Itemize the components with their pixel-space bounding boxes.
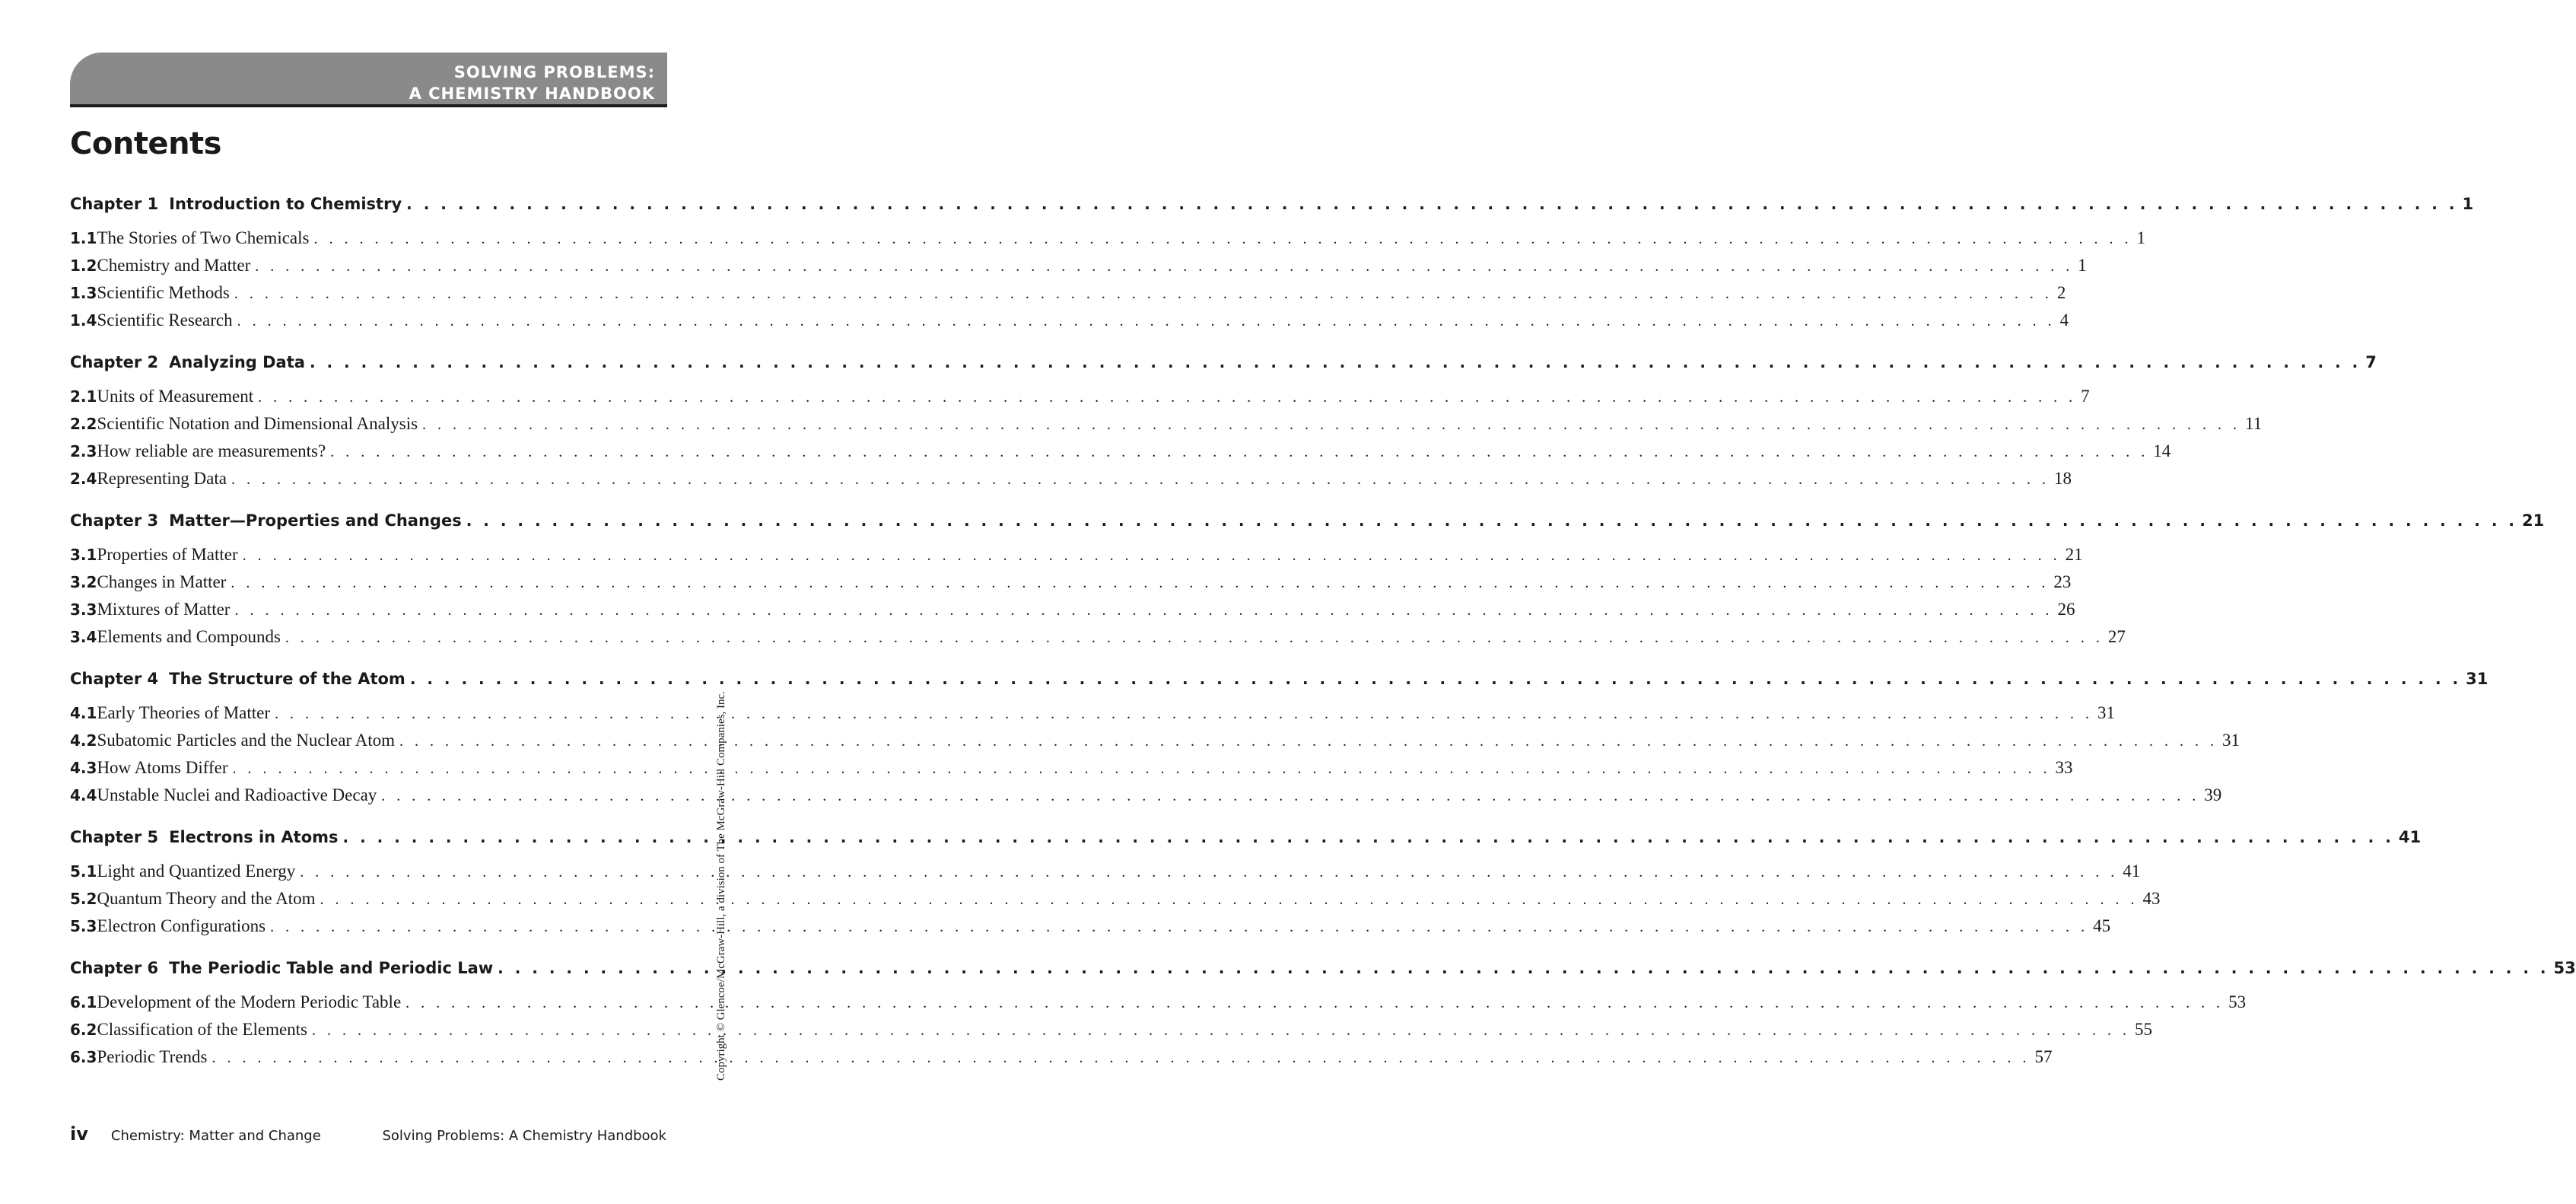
chapter-label: Chapter 4 (70, 670, 159, 688)
section-number: 2.2 (70, 415, 97, 433)
dot-leader: . . . . . . . . . . . . . . . . . . . . . . . . . . . . . . . . . . . . . . . . . . . . . . . . . . . . . . . . . . . . . . . . . . . . . . . . . . . . . . . . . . . . . . . . . . . . . . . . . . . . . . . . . . . . . . . . . . . . . . . . (409, 670, 2462, 688)
copyright-notice: Copyright © Glencoe/McGraw-Hill, a division of The McGraw-Hill Companies, Inc. (715, 691, 727, 1081)
section-title: Scientific Notation and Dimensional Analysis (97, 414, 418, 433)
chapter-page: 7 (2365, 353, 2377, 371)
section-title: Quantum Theory and the Atom (97, 889, 316, 908)
section-number: 1.2 (70, 256, 97, 275)
dot-leader: . . . . . . . . . . . . . . . . . . . . . . . . . . . . . . . . . . . . . . . . . . . . . . . . . . . . . . . . . . . . . . . . . . . . . . . . . . . . . . . . . . . . . . . . . . . . . . . . . . . . . . . . . . . . . . . . . . . . . . . . (258, 389, 2077, 406)
chapter-block (70, 959, 2576, 1075)
footer-page-number: iv (70, 1123, 88, 1145)
section-entry[interactable] (70, 414, 2263, 441)
section-number: 5.1 (70, 862, 97, 881)
chapter-title: Introduction to Chemistry (169, 195, 402, 213)
banner-line-1: SOLVING PROBLEMS: (453, 63, 655, 81)
section-entry[interactable] (70, 572, 2072, 600)
section-page: 53 (2228, 992, 2247, 1011)
header-banner (70, 53, 667, 107)
chapter-title: Analyzing Data (169, 353, 305, 371)
section-title: The Stories of Two Chemicals (97, 228, 310, 247)
dot-leader: . . . . . . . . . . . . . . . . . . . . . . . . . . . . . . . . . . . . . . . . . . . . . . . . . . . . . . . . . . . . . . . . . . . . . . . . . . . . . . . . . . . . . . . . . . . . . . . . . . . . . . . . . . . . . . . . . . . . . . . . (466, 511, 2518, 530)
section-entry[interactable] (70, 916, 2111, 944)
section-number: 5.2 (70, 890, 97, 908)
section-entry[interactable] (70, 627, 2126, 655)
section-page: 4 (2059, 311, 2069, 330)
footer-book-title: Chemistry: Matter and Change (110, 1128, 321, 1144)
dot-leader: . . . . . . . . . . . . . . . . . . . . . . . . . . . . . . . . . . . . . . . . . . . . . . . . . . . . . . . . . . . . . . . . . . . . . . . . . . . . . . . . . . . . . . . . . . . . . . . . . . . . . . . . . . . . . . . . . . . . . . . . (498, 959, 2549, 977)
section-title: Elements and Compounds (97, 627, 281, 646)
section-number: 1.3 (70, 284, 97, 302)
chapter-title: Matter—Properties and Changes (169, 511, 462, 530)
dot-leader: . . . . . . . . . . . . . . . . . . . . . . . . . . . . . . . . . . . . . . . . . . . . . . . . . . . . . . . . . . . . . . . . . . . . . . . . . . . . . . . . . . . . . . . . . . . . . . . . . . . . . . . . . . . . . . . . . . . . . . . . (406, 195, 2458, 213)
section-title: Properties of Matter (97, 545, 238, 564)
section-entry[interactable] (70, 469, 2072, 496)
footer-handbook-title: Solving Problems: A Chemistry Handbook (382, 1128, 666, 1144)
dot-leader: . . . . . . . . . . . . . . . . . . . . . . . . . . . . . . . . . . . . . . . . . . . . . . . . . . . . . . . . . . . . . . . . . . . . . . . . . . . . . . . . . . . . . . . . . . . . . . . . . . . . . . . . . . . . . . . . . . . . . . . . (275, 706, 2094, 722)
chapter-block (70, 353, 2377, 496)
section-page: 18 (2053, 469, 2072, 488)
section-page: 45 (2093, 916, 2111, 935)
chapter-label: Chapter 2 (70, 353, 159, 371)
section-title: Electron Configurations (97, 916, 266, 935)
chapter-label: Chapter 3 (70, 511, 159, 530)
page-title: Contents (70, 126, 221, 161)
section-title: Light and Quantized Energy (97, 862, 296, 881)
section-entry[interactable] (70, 600, 2075, 627)
dot-leader: . . . . . . . . . . . . . . . . . . . . . . . . . . . . . . . . . . . . . . . . . . . . . . . . . . . . . . . . . . . . . . . . . . . . . . . . . . . . . . . . . . . . . . . . . . . . . . . . . . . . . . . . . . . . . . . . . . . . . . . . (234, 602, 2053, 619)
section-number: 5.3 (70, 917, 97, 935)
section-number: 6.2 (70, 1021, 97, 1039)
section-entry[interactable] (70, 862, 2141, 889)
section-number: 2.1 (70, 387, 97, 406)
section-number: 4.3 (70, 759, 97, 777)
dot-leader: . . . . . . . . . . . . . . . . . . . . . . . . . . . . . . . . . . . . . . . . . . . . . . . . . . . . . . . . . . . . . . . . . . . . . . . . . . . . . . . . . . . . . . . . . . . . . . . . . . . . . . . . . . . . . . . . . . . . . . . . (232, 760, 2051, 777)
dot-leader: . . . . . . . . . . . . . . . . . . . . . . . . . . . . . . . . . . . . . . . . . . . . . . . . . . . . . . . . . . . . . . . . . . . . . . . . . . . . . . . . . . . . . . . . . . . . . . . . . . . . . . . . . . . . . . . . . . . . . . . . (320, 891, 2139, 908)
chapter-label: Chapter 1 (70, 195, 159, 213)
section-entry[interactable] (70, 992, 2247, 1020)
section-title: Subatomic Particles and the Nuclear Atom (97, 731, 395, 750)
section-page: 23 (2053, 572, 2072, 591)
chapter-page: 31 (2466, 670, 2489, 688)
section-number: 6.1 (70, 993, 97, 1011)
section-entry[interactable] (70, 731, 2240, 758)
section-page: 2 (2056, 283, 2066, 302)
dot-leader: . . . . . . . . . . . . . . . . . . . . . . . . . . . . . . . . . . . . . . . . . . . . . . . . . . . . . . . . . . . . . . . . . . . . . . . . . . . . . . . . . . . . . . . . . . . . . . . . . . . . . . . . . . . . . . . . . . . . . . . . (300, 864, 2119, 881)
dot-leader: . . . . . . . . . . . . . . . . . . . . . . . . . . . . . . . . . . . . . . . . . . . . . . . . . . . . . . . . . . . . . . . . . . . . . . . . . . . . . . . . . . . . . . . . . . . . . . . . . . . . . . . . . . . . . . . . . . . . . . . . (234, 285, 2053, 302)
section-title: Development of the Modern Periodic Table (97, 992, 402, 1011)
chapter-entry[interactable] (70, 828, 2422, 862)
chapter-title: The Structure of the Atom (169, 670, 405, 688)
section-page: 11 (2245, 414, 2263, 433)
chapter-entry[interactable] (70, 353, 2377, 387)
chapter-title: The Periodic Table and Periodic Law (169, 959, 494, 977)
section-page: 39 (2204, 785, 2222, 804)
dot-leader: . . . . . . . . . . . . . . . . . . . . . . . . . . . . . . . . . . . . . . . . . . . . . . . . . . . . . . . . . . . . . . . . . . . . . . . . . . . . . . . . . . . . . . . . . . . . . . . . . . . . . . . . . . . . . . . . . . . . . . . . (312, 1022, 2131, 1039)
dot-leader: . . . . . . . . . . . . . . . . . . . . . . . . . . . . . . . . . . . . . . . . . . . . . . . . . . . . . . . . . . . . . . . . . . . . . . . . . . . . . . . . . . . . . . . . . . . . . . . . . . . . . . . . . . . . . . . . . . . . . . . . (399, 733, 2218, 750)
section-entry[interactable] (70, 311, 2069, 338)
section-title: Scientific Methods (97, 283, 230, 302)
section-entry[interactable] (70, 758, 2073, 785)
section-page: 31 (2097, 703, 2116, 722)
dot-leader: . . . . . . . . . . . . . . . . . . . . . . . . . . . . . . . . . . . . . . . . . . . . . . . . . . . . . . . . . . . . . . . . . . . . . . . . . . . . . . . . . . . . . . . . . . . . . . . . . . . . . . . . . . . . . . . . . . . . . . . . (255, 258, 2074, 275)
chapter-page: 41 (2398, 828, 2422, 846)
section-number: 1.4 (70, 311, 97, 330)
section-page: 33 (2055, 758, 2073, 777)
dot-leader: . . . . . . . . . . . . . . . . . . . . . . . . . . . . . . . . . . . . . . . . . . . . . . . . . . . . . . . . . . . . . . . . . . . . . . . . . . . . . . . . . . . . . . . . . . . . . . . . . . . . . . . . . . . . . . . . . . . . . . . . (381, 788, 2200, 804)
chapter-entry[interactable] (70, 959, 2576, 992)
section-title: Scientific Research (97, 311, 233, 330)
section-entry[interactable] (70, 1020, 2153, 1047)
section-title: Periodic Trends (97, 1047, 208, 1066)
section-page: 55 (2135, 1020, 2153, 1039)
section-title: How Atoms Differ (97, 758, 228, 777)
chapter-label: Chapter 5 (70, 828, 159, 846)
dot-leader: . . . . . . . . . . . . . . . . . . . . . . . . . . . . . . . . . . . . . . . . . . . . . . . . . . . . . . . . . . . . . . . . . . . . . . . . . . . . . . . . . . . . . . . . . . . . . . . . . . . . . . . . . . . . . . . . . . . . . . . . (211, 1050, 2031, 1066)
section-number: 4.4 (70, 786, 97, 804)
dot-leader: . . . . . . . . . . . . . . . . . . . . . . . . . . . . . . . . . . . . . . . . . . . . . . . . . . . . . . . . . . . . . . . . . . . . . . . . . . . . . . . . . . . . . . . . . . . . . . . . . . . . . . . . . . . . . . . . . . . . . . . . (342, 828, 2394, 846)
section-number: 1.1 (70, 229, 97, 247)
section-title: Classification of the Elements (97, 1020, 308, 1039)
section-title: Early Theories of Matter (97, 703, 271, 722)
section-page: 27 (2107, 627, 2126, 646)
banner-line-2: A CHEMISTRY HANDBOOK (409, 84, 655, 103)
section-title: Changes in Matter (97, 572, 227, 591)
chapter-block (70, 511, 2545, 655)
chapter-block (70, 195, 2474, 338)
dot-leader: . . . . . . . . . . . . . . . . . . . . . . . . . . . . . . . . . . . . . . . . . . . . . . . . . . . . . . . . . . . . . . . . . . . . . . . . . . . . . . . . . . . . . . . . . . . . . . . . . . . . . . . . . . . . . . . . . . . . . . . . (242, 547, 2061, 564)
section-entry[interactable] (70, 256, 2087, 283)
chapter-entry[interactable] (70, 670, 2489, 703)
section-page: 57 (2034, 1047, 2053, 1066)
section-number: 6.3 (70, 1048, 97, 1066)
section-page: 21 (2065, 545, 2083, 564)
chapter-label: Chapter 6 (70, 959, 159, 977)
chapter-title: Electrons in Atoms (169, 828, 339, 846)
section-page: 1 (2078, 256, 2087, 275)
section-page: 1 (2136, 228, 2145, 247)
section-number: 2.3 (70, 442, 97, 460)
dot-leader: . . . . . . . . . . . . . . . . . . . . . . . . . . . . . . . . . . . . . . . . . . . . . . . . . . . . . . . . . . . . . . . . . . . . . . . . . . . . . . . . . . . . . . . . . . . . . . . . . . . . . . . . . . . . . . . . . . . . . . . . (422, 416, 2241, 433)
section-title: Unstable Nuclei and Radioactive Decay (97, 785, 377, 804)
section-page: 26 (2057, 600, 2075, 619)
dot-leader: . . . . . . . . . . . . . . . . . . . . . . . . . . . . . . . . . . . . . . . . . . . . . . . . . . . . . . . . . . . . . . . . . . . . . . . . . . . . . . . . . . . . . . . . . . . . . . . . . . . . . . . . . . . . . . . . . . . . . . . . (285, 629, 2104, 646)
section-page: 41 (2123, 862, 2141, 881)
chapter-block (70, 670, 2489, 813)
section-number: 3.4 (70, 628, 97, 646)
section-title: Chemistry and Matter (97, 256, 251, 275)
section-entry[interactable] (70, 889, 2161, 916)
chapter-block (70, 828, 2422, 944)
dot-leader: . . . . . . . . . . . . . . . . . . . . . . . . . . . . . . . . . . . . . . . . . . . . . . . . . . . . . . . . . . . . . . . . . . . . . . . . . . . . . . . . . . . . . . . . . . . . . . . . . . . . . . . . . . . . . . . . . . . . . . . . (270, 919, 2089, 935)
dot-leader: . . . . . . . . . . . . . . . . . . . . . . . . . . . . . . . . . . . . . . . . . . . . . . . . . . . . . . . . . . . . . . . . . . . . . . . . . . . . . . . . . . . . . . . . . . . . . . . . . . . . . . . . . . . . . . . . . . . . . . . . (309, 353, 2361, 371)
section-entry[interactable] (70, 1047, 2053, 1075)
section-number: 2.4 (70, 470, 97, 488)
section-number: 3.1 (70, 546, 97, 564)
section-entry[interactable] (70, 283, 2066, 311)
chapter-entry[interactable] (70, 511, 2545, 545)
dot-leader: . . . . . . . . . . . . . . . . . . . . . . . . . . . . . . . . . . . . . . . . . . . . . . . . . . . . . . . . . . . . . . . . . . . . . . . . . . . . . . . . . . . . . . . . . . . . . . . . . . . . . . . . . . . . . . . . . . . . . . . . (231, 471, 2050, 488)
section-entry[interactable] (70, 387, 2090, 414)
section-number: 4.1 (70, 704, 97, 722)
section-title: Units of Measurement (97, 387, 254, 406)
dot-leader: . . . . . . . . . . . . . . . . . . . . . . . . . . . . . . . . . . . . . . . . . . . . . . . . . . . . . . . . . . . . . . . . . . . . . . . . . . . . . . . . . . . . . . . . . . . . . . . . . . . . . . . . . . . . . . . . . . . . . . . . (313, 231, 2132, 247)
dot-leader: . . . . . . . . . . . . . . . . . . . . . . . . . . . . . . . . . . . . . . . . . . . . . . . . . . . . . . . . . . . . . . . . . . . . . . . . . . . . . . . . . . . . . . . . . . . . . . . . . . . . . . . . . . . . . . . . . . . . . . . . (405, 995, 2225, 1011)
section-page: 31 (2221, 731, 2240, 750)
chapter-page: 1 (2462, 195, 2474, 213)
section-title: How reliable are measurements? (97, 441, 326, 460)
chapter-page: 53 (2553, 959, 2576, 977)
section-entry[interactable] (70, 545, 2083, 572)
section-number: 4.2 (70, 731, 97, 750)
section-title: Representing Data (97, 469, 227, 488)
dot-leader: . . . . . . . . . . . . . . . . . . . . . . . . . . . . . . . . . . . . . . . . . . . . . . . . . . . . . . . . . . . . . . . . . . . . . . . . . . . . . . . . . . . . . . . . . . . . . . . . . . . . . . . . . . . . . . . . . . . . . . . . (231, 575, 2050, 591)
section-page: 7 (2081, 387, 2090, 406)
section-number: 3.2 (70, 573, 97, 591)
section-page: 43 (2142, 889, 2161, 908)
chapter-entry[interactable] (70, 195, 2474, 228)
page-footer (70, 1123, 666, 1145)
section-title: Mixtures of Matter (97, 600, 231, 619)
section-entry[interactable] (70, 703, 2116, 731)
dot-leader: . . . . . . . . . . . . . . . . . . . . . . . . . . . . . . . . . . . . . . . . . . . . . . . . . . . . . . . . . . . . . . . . . . . . . . . . . . . . . . . . . . . . . . . . . . . . . . . . . . . . . . . . . . . . . . . . . . . . . . . . (237, 313, 2056, 330)
section-page: 14 (2153, 441, 2171, 460)
section-entry[interactable] (70, 228, 2145, 256)
section-entry[interactable] (70, 441, 2171, 469)
chapter-page: 21 (2522, 511, 2545, 530)
section-entry[interactable] (70, 785, 2222, 813)
section-number: 3.3 (70, 600, 97, 619)
dot-leader: . . . . . . . . . . . . . . . . . . . . . . . . . . . . . . . . . . . . . . . . . . . . . . . . . . . . . . . . . . . . . . . . . . . . . . . . . . . . . . . . . . . . . . . . . . . . . . . . . . . . . . . . . . . . . . . . . . . . . . . . (330, 444, 2149, 460)
